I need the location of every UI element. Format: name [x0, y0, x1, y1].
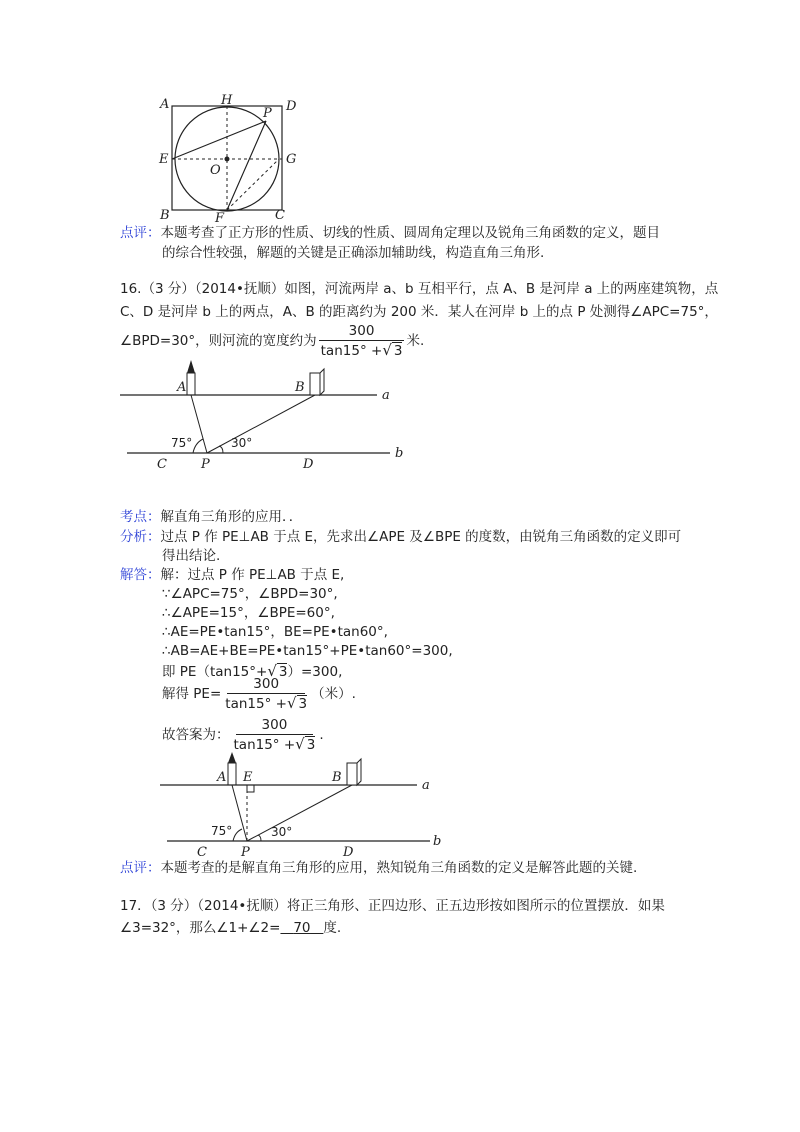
- label-p: P: [241, 845, 250, 858]
- step8: 故答案为： $\frac{300}{\tan 15^\circ +√ 3}$ .: [162, 717, 324, 753]
- label-bank-b: b: [395, 446, 404, 461]
- label-g: G: [286, 152, 297, 167]
- label-c: C: [157, 457, 167, 470]
- step7: 解得 PE= $\frac{300}{\tan 15^\circ +√ 3}$ （米）.: [162, 676, 356, 712]
- segment-fg: [227, 159, 279, 210]
- q16-line3-suffix: 米.: [406, 333, 425, 349]
- angle-arc-30: [258, 835, 261, 841]
- label-b: B: [160, 208, 170, 222]
- segment-pa: [191, 395, 207, 453]
- label-d: D: [303, 457, 314, 470]
- label-a: A: [160, 97, 170, 112]
- angle-arc-30: [219, 446, 223, 453]
- comment-line1: 本题考查了正方形的性质、切线的性质、圆周角定理以及锐角三角函数的定义，题目: [160, 225, 660, 241]
- angle-label-30: 30°: [271, 825, 293, 839]
- building-b-side: [320, 369, 324, 395]
- q17-line1: 17．（3 分）（2014•抚顺）将正三角形、正四边形、正五边形按如图所示的位置摆放．如果: [120, 898, 665, 914]
- building-a-roof: [187, 360, 195, 373]
- building-a: [228, 763, 236, 785]
- step5: ∴AB=AE+BE=PE•tan15°+PE•tan60°=300,: [162, 643, 453, 659]
- q15-comment: [120, 223, 660, 243]
- step3: ∴∠APE=15°，∠BPE=60°,: [162, 605, 335, 621]
- label-bank-b: b: [433, 834, 442, 849]
- step2: ∵∠APC=75°，∠BPD=30°,: [162, 586, 338, 602]
- q17-answer: 70: [293, 920, 311, 936]
- label-e: E: [159, 152, 169, 167]
- kaodian-text: 解直角三角形的应用．．: [160, 509, 303, 525]
- center-point: [225, 157, 230, 162]
- angle-label-75: 75°: [211, 824, 233, 838]
- segment-pb: [247, 785, 352, 841]
- river-figure: [115, 355, 415, 470]
- label-c: C: [197, 845, 207, 858]
- q16-comment: [120, 858, 637, 878]
- building-a-roof: [228, 752, 236, 763]
- label-p: P: [263, 106, 272, 121]
- building-b-side: [357, 759, 361, 785]
- comment-tag: 点评：: [120, 225, 161, 241]
- fraction-denominator: tan15° +√ 3: [320, 341, 403, 359]
- q16-line1: 16.（3 分）（2014•抚顺）如图，河流两岸 a、b 互相平行，点 A、B 是河岸 a 上的两座建筑物，点: [120, 281, 719, 297]
- label-d: D: [343, 845, 354, 858]
- comment-text: 本题考查的是解直角三角形的应用，熟知锐角三角函数的定义是解答此题的关键.: [160, 860, 638, 876]
- river-solution-figure: [155, 750, 445, 858]
- label-h: H: [221, 93, 233, 108]
- segment-pb: [207, 395, 315, 453]
- angle-arc-75: [193, 439, 203, 453]
- step1: 解：过点 P 作 PE⊥AB 于点 E,: [160, 567, 345, 583]
- building-a: [187, 373, 195, 395]
- q16-line3-prefix: ∠BPD=30°，则河流的宽度约为: [120, 333, 317, 349]
- building-b: [347, 763, 357, 785]
- label-a: A: [217, 770, 227, 785]
- right-angle-mark: [247, 785, 254, 792]
- label-bank-a: a: [382, 388, 390, 403]
- segment-pa: [232, 785, 247, 841]
- fenxi-line1: 过点 P 作 PE⊥AB 于点 E，先求出∠APE 及∠BPE 的度数，由锐角三角函数的定义即可: [160, 529, 682, 545]
- label-b: B: [295, 380, 305, 395]
- step6: 即 PE（tan15°+√ 3）=300,: [162, 662, 343, 680]
- fenxi-tag: 分析：: [120, 529, 161, 545]
- fraction-numerator: 300: [319, 322, 405, 341]
- square-circle-figure: [155, 92, 305, 222]
- jieda: [120, 565, 344, 585]
- fenxi: [120, 527, 681, 547]
- comment-tag: 点评：: [120, 860, 161, 876]
- angle-arc-75: [233, 829, 242, 841]
- label-f: F: [215, 211, 225, 222]
- jieda-tag: 解答：: [120, 567, 161, 583]
- label-d: D: [286, 99, 297, 114]
- label-c: C: [275, 208, 285, 222]
- q17-line2: ∠3=32°，那么∠1+∠2= 70 度.: [120, 920, 342, 936]
- q15-comment-line2: 的综合性较强，解题的关键是正确添加辅助线，构造直角三角形.: [162, 245, 545, 261]
- building-b: [310, 373, 320, 395]
- kaodian: [120, 507, 302, 527]
- label-p: P: [201, 457, 210, 470]
- step4: ∴AE=PE•tan15°，BE=PE•tan60°,: [162, 624, 388, 640]
- angle-label-75: 75°: [171, 436, 193, 450]
- angle-label-30: 30°: [231, 436, 253, 450]
- step8-fraction: $\frac{300}{\tan 15^\circ +√ 3}$: [233, 717, 316, 753]
- label-o: O: [210, 163, 221, 178]
- label-b: B: [332, 770, 342, 785]
- kaodian-tag: 考点：: [120, 509, 161, 525]
- label-bank-a: a: [422, 778, 430, 793]
- step7-fraction: $\frac{300}{\tan 15^\circ +√ 3}$: [225, 676, 308, 712]
- label-e: E: [243, 770, 253, 785]
- label-a: A: [177, 380, 187, 395]
- q16-line2: C、D 是河岸 b 上的两点，A、B 的距离约为 200 米．某人在河岸 b 上的点 P 处测得∠APC=75°，: [120, 304, 718, 320]
- fenxi-line2: 得出结论.: [162, 548, 221, 564]
